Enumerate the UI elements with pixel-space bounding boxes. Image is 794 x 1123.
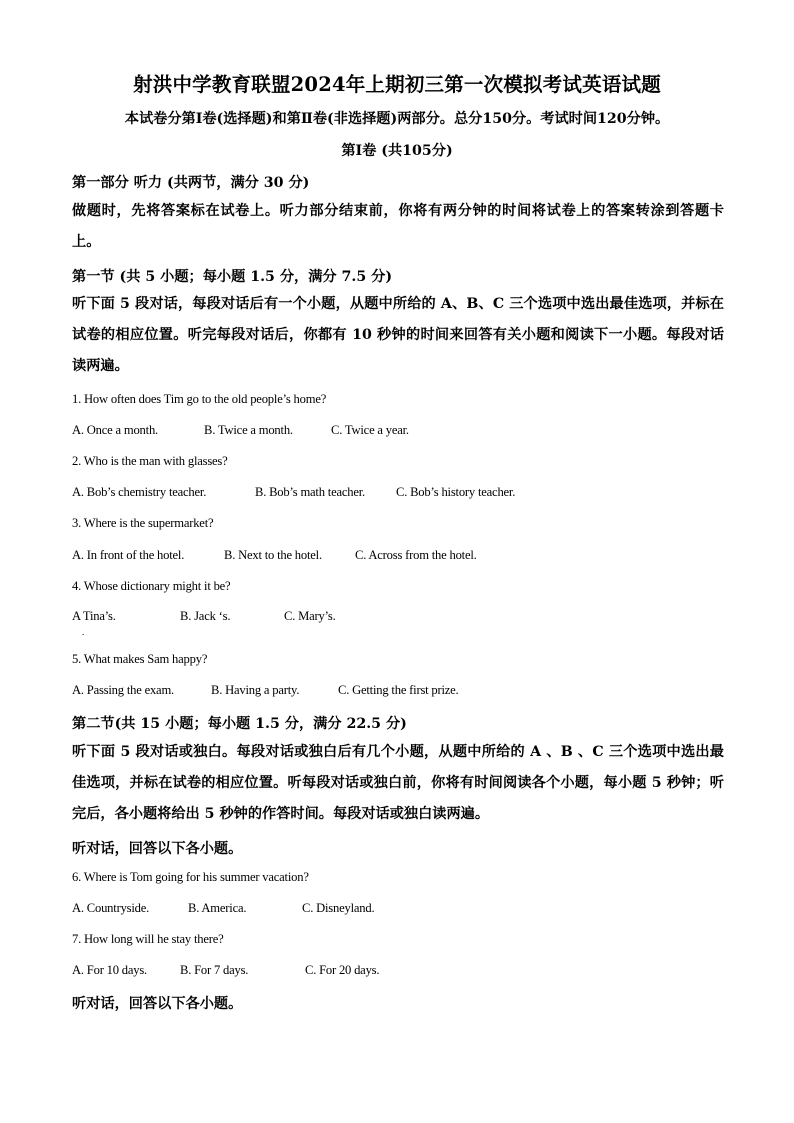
option-b: B. America. [188,901,247,915]
volume-heading: 第Ⅰ卷 (共105分) [341,143,453,159]
option-c: C. Twice a year. [331,423,409,437]
exam-title: 射洪中学教育联盟2024年上期初三第一次模拟考试英语试题 [133,73,661,96]
question-3-options [72,548,477,563]
question-4-options [72,609,336,624]
question-2: 2. Who is the man with glasses? [72,454,228,468]
option-c: C. Disneyland. [302,901,375,915]
part1-heading: 第一部分 听力 (共两节，满分 30 分) [72,175,310,191]
section1-instructions: 听下面 5 段对话，每段对话后有一个小题，从题中所给的 A、B、C 三个选项中选出最佳选项，并标在试卷的相应位置。听完每段对话后，你都有 10 秒钟的时间来回答有关小题和阅读下一小题。每段对话读两遍。 [72,296,724,374]
option-c: C. Across from the hotel. [355,548,477,562]
option-a: A. Passing the exam. [72,683,174,697]
listen-instruction: 听对话，回答以下各小题。 [72,841,243,857]
option-b: B. Having a party. [211,683,300,697]
question-2-options [72,485,515,500]
option-a: A Tina’s. [72,609,116,623]
option-c: C. Bob’s history teacher. [396,485,516,499]
question-5: 5. What makes Sam happy? [72,652,208,666]
option-a: A. In front of the hotel. [72,548,185,562]
option-a: A. Bob’s chemistry teacher. [72,485,207,499]
listen-instruction: 听对话，回答以下各小题。 [72,996,243,1012]
question-1-options [72,423,409,438]
option-c: C. Getting the first prize. [338,683,459,697]
option-a: A. For 10 days. [72,963,148,977]
question-6-options [72,901,374,916]
exam-subtitle: 本试卷分第Ⅰ卷(选择题)和第Ⅱ卷(非选择题)两部分。总分150分。考试时间120分钟。 [124,111,670,127]
option-b: B. Twice a month. [204,423,293,437]
section2-heading: 第二节(共 15 小题；每小题 1.5 分，满分 22.5 分) [72,716,407,732]
section1-heading: 第一节 (共 5 小题；每小题 1.5 分，满分 7.5 分) [72,269,393,285]
question-5-options [72,683,459,698]
question-1: 1. How often does Tim go to the old people’s home? [72,392,327,406]
option-a: A. Countryside. [72,901,150,915]
question-4: 4. Whose dictionary might it be? [72,579,231,593]
section2-instructions: 听下面 5 段对话或独白。每段对话或独白后有几个小题，从题中所给的 A 、B 、C 三个选项中选出最佳选项，并标在试卷的相应位置。听每段对话或独白前，你将有时间阅读各个小题，每小题 5 秒钟；听完后，各小题将给出 5 秒钟的作答时间。每段对话或独白读两遍。 [72,744,724,822]
option-c: C. For 20 days. [305,963,380,977]
option-a: A. Once a month. [72,423,158,437]
option-b: B. Bob’s math teacher. [255,485,365,499]
part1-instructions: 做题时，先将答案标在试卷上。听力部分结束前，你将有两分钟的时间将试卷上的答案转涂到答题卡上。 [72,203,724,250]
question-7: 7. How long will he stay there? [72,932,224,946]
option-b: B. Jack ‘s. [180,609,231,623]
option-b: B. For 7 days. [180,963,249,977]
option-c: C. Mary’s. [284,609,336,623]
question-7-options [72,963,379,978]
question-6: 6. Where is Tom going for his summer vacation? [72,870,309,884]
question-3: 3. Where is the supermarket? [72,516,214,530]
stray-mark: . [82,627,85,637]
option-b: B. Next to the hotel. [224,548,322,562]
